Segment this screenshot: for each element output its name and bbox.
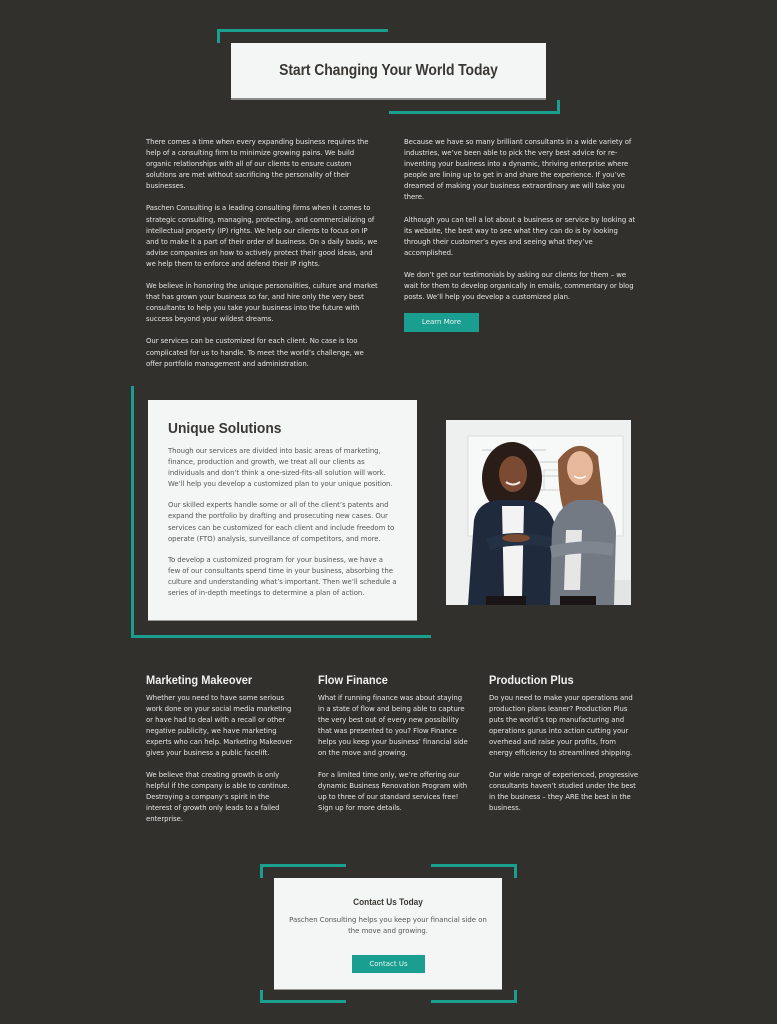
service-title: Production Plus xyxy=(489,673,574,687)
hero-accent-top-horizontal xyxy=(217,29,388,32)
contact-us-button[interactable]: Contact Us xyxy=(352,955,425,973)
service-paragraph: What if running finance was about staying in a state of flow and being able to capture the very best out of every new possibility that was presented to you? Flow Finance helps you keep your business’ financial side on the move and growing. xyxy=(318,694,468,758)
hero-title-panel xyxy=(231,43,546,100)
solutions-accent-horizontal xyxy=(131,635,431,638)
intro-paragraph: There comes a time when every expanding business requires the help of a consulting firm to minimize growing pains. We build organic relationships with all of our clients to ensure custom solutions are met without sacrificing the personality of their businesses. xyxy=(146,138,369,191)
contact-accent-top-right-v xyxy=(514,864,517,878)
businesswomen-image-icon xyxy=(446,420,631,605)
solutions-paragraph: To develop a customized program for your business, we have a few of our consultants spend time in your business, absorbing the culture and understanding what’s important. Then we’ll schedule a series of in-depth meetings to determine a plan of action. xyxy=(168,555,397,598)
service-paragraph: We believe that creating growth is only helpful if the company is able to continue. Destroying a company’s spirit in the interest of growth only leads to a failed enterprise. xyxy=(146,770,290,823)
intro-paragraph: Paschen Consulting is a leading consulting firms when it comes to strategic consulting, managing, protecting, and commercializing of intellectual property (IP) rights. We help our clients to focus on IP and to make it a part of their order of business. On a daily basis, we advise companies on how to actively protect their good ideas, and we help them to enforce and defend their IP rights. xyxy=(146,204,378,268)
hero-accent-bottom-vertical xyxy=(557,100,560,114)
unique-solutions-panel xyxy=(148,400,417,621)
contact-accent-top-right-h xyxy=(431,864,517,867)
contact-accent-bottom-left-h xyxy=(260,1000,346,1003)
service-description xyxy=(318,693,468,814)
service-paragraph: Do you need to make your operations and production plans leaner? Production Plus puts the world’s top manufacturing and operations gurus into action cutting your overhead and raise your profits, from energy efficiency to streamlined shipping. xyxy=(489,694,633,758)
service-title: Marketing Makeover xyxy=(146,673,253,687)
service-production-plus xyxy=(489,673,639,824)
intro-paragraph: Although you can tell a lot about a business or service by looking at its website, the best way to see what they can do is by looking through their customer’s eyes and seeing what they’ve accomplished. xyxy=(404,215,636,257)
unique-solutions-text xyxy=(168,446,397,599)
unique-solutions-title: Unique Solutions xyxy=(168,420,282,437)
hero-accent-top-vertical xyxy=(217,29,220,43)
service-title: Flow Finance xyxy=(318,673,388,687)
intro-paragraph: Our services can be customized for each client. No case is too complicated for us to handle. To meet the world’s challenge, we offer portfolio management and administration. xyxy=(146,337,364,368)
contact-accent-bottom-left-v xyxy=(260,990,263,1003)
contact-title: Contact Us Today xyxy=(353,897,423,907)
service-marketing-makeover xyxy=(146,673,296,835)
service-description xyxy=(489,693,639,814)
contact-panel xyxy=(274,878,502,990)
hero-accent-bottom-horizontal xyxy=(389,111,560,114)
contact-accent-top-left-h xyxy=(260,864,346,867)
solutions-paragraph: Though our services are divided into basic areas of marketing, finance, production and growth, we treat all our clients as individuals and don’t think a one-sized-fits-all solution will work. We’ll help you develop a customized plan to your unique position. xyxy=(168,447,393,489)
contact-accent-bottom-right-v xyxy=(514,990,517,1003)
service-flow-finance xyxy=(318,673,468,824)
intro-left-column xyxy=(146,137,378,381)
intro-paragraph: We believe in honoring the unique personalities, culture and market that has grown your business so far, and hire only the very best consultants to help you take your business into the future with success beyond your wildest dreams. xyxy=(146,282,378,324)
team-photo xyxy=(446,420,631,605)
service-paragraph: Our wide range of experienced, progressive consultants haven’t studied under the best in the business – they ARE the best in the business. xyxy=(489,770,639,812)
page-title: Start Changing Your World Today xyxy=(279,61,498,79)
intro-paragraph: We don’t get our testimonials by asking our clients for them – we wait for them to develop organically in emails, commentary or blog posts. We’ll help you develop a customized plan. xyxy=(404,270,634,302)
service-paragraph: For a limited time only, we’re offering our dynamic Business Renovation Program with up to three of our standard services free! Sign up for more details. xyxy=(318,770,468,812)
service-paragraph: Whether you need to have some serious work done on your social media marketing or have had to deal with a recall or other negative publicity, we have marketing experts who can help. Marketing Makeover gives your business a public facelift. xyxy=(146,694,293,758)
learn-more-button[interactable]: Learn More xyxy=(404,313,479,332)
solutions-paragraph: Our skilled experts handle some or all of the client’s patents and expand the portfolio by drafting and prosecuting new cases. Our services can be customized for each client and include freedom to operate (FTO) analysis, surveillance of competitors, and more. xyxy=(168,501,395,543)
contact-text: Paschen Consulting helps you keep your financial side on the move and growing. xyxy=(289,916,487,935)
contact-accent-bottom-right-h xyxy=(431,1000,517,1003)
solutions-accent-vertical xyxy=(131,386,134,637)
intro-paragraph: Because we have so many brilliant consultants in a wide variety of industries, we’ve been able to pick the very best advice for re-inventing your business into a dynamic, thriving enterprise where people are lining up to get in and share the experience. If you’ve dreamed of making your business extraordinary we will take you there. xyxy=(404,138,632,202)
service-description xyxy=(146,693,296,825)
contact-accent-top-left-v xyxy=(260,864,263,878)
intro-right-column xyxy=(404,137,636,314)
